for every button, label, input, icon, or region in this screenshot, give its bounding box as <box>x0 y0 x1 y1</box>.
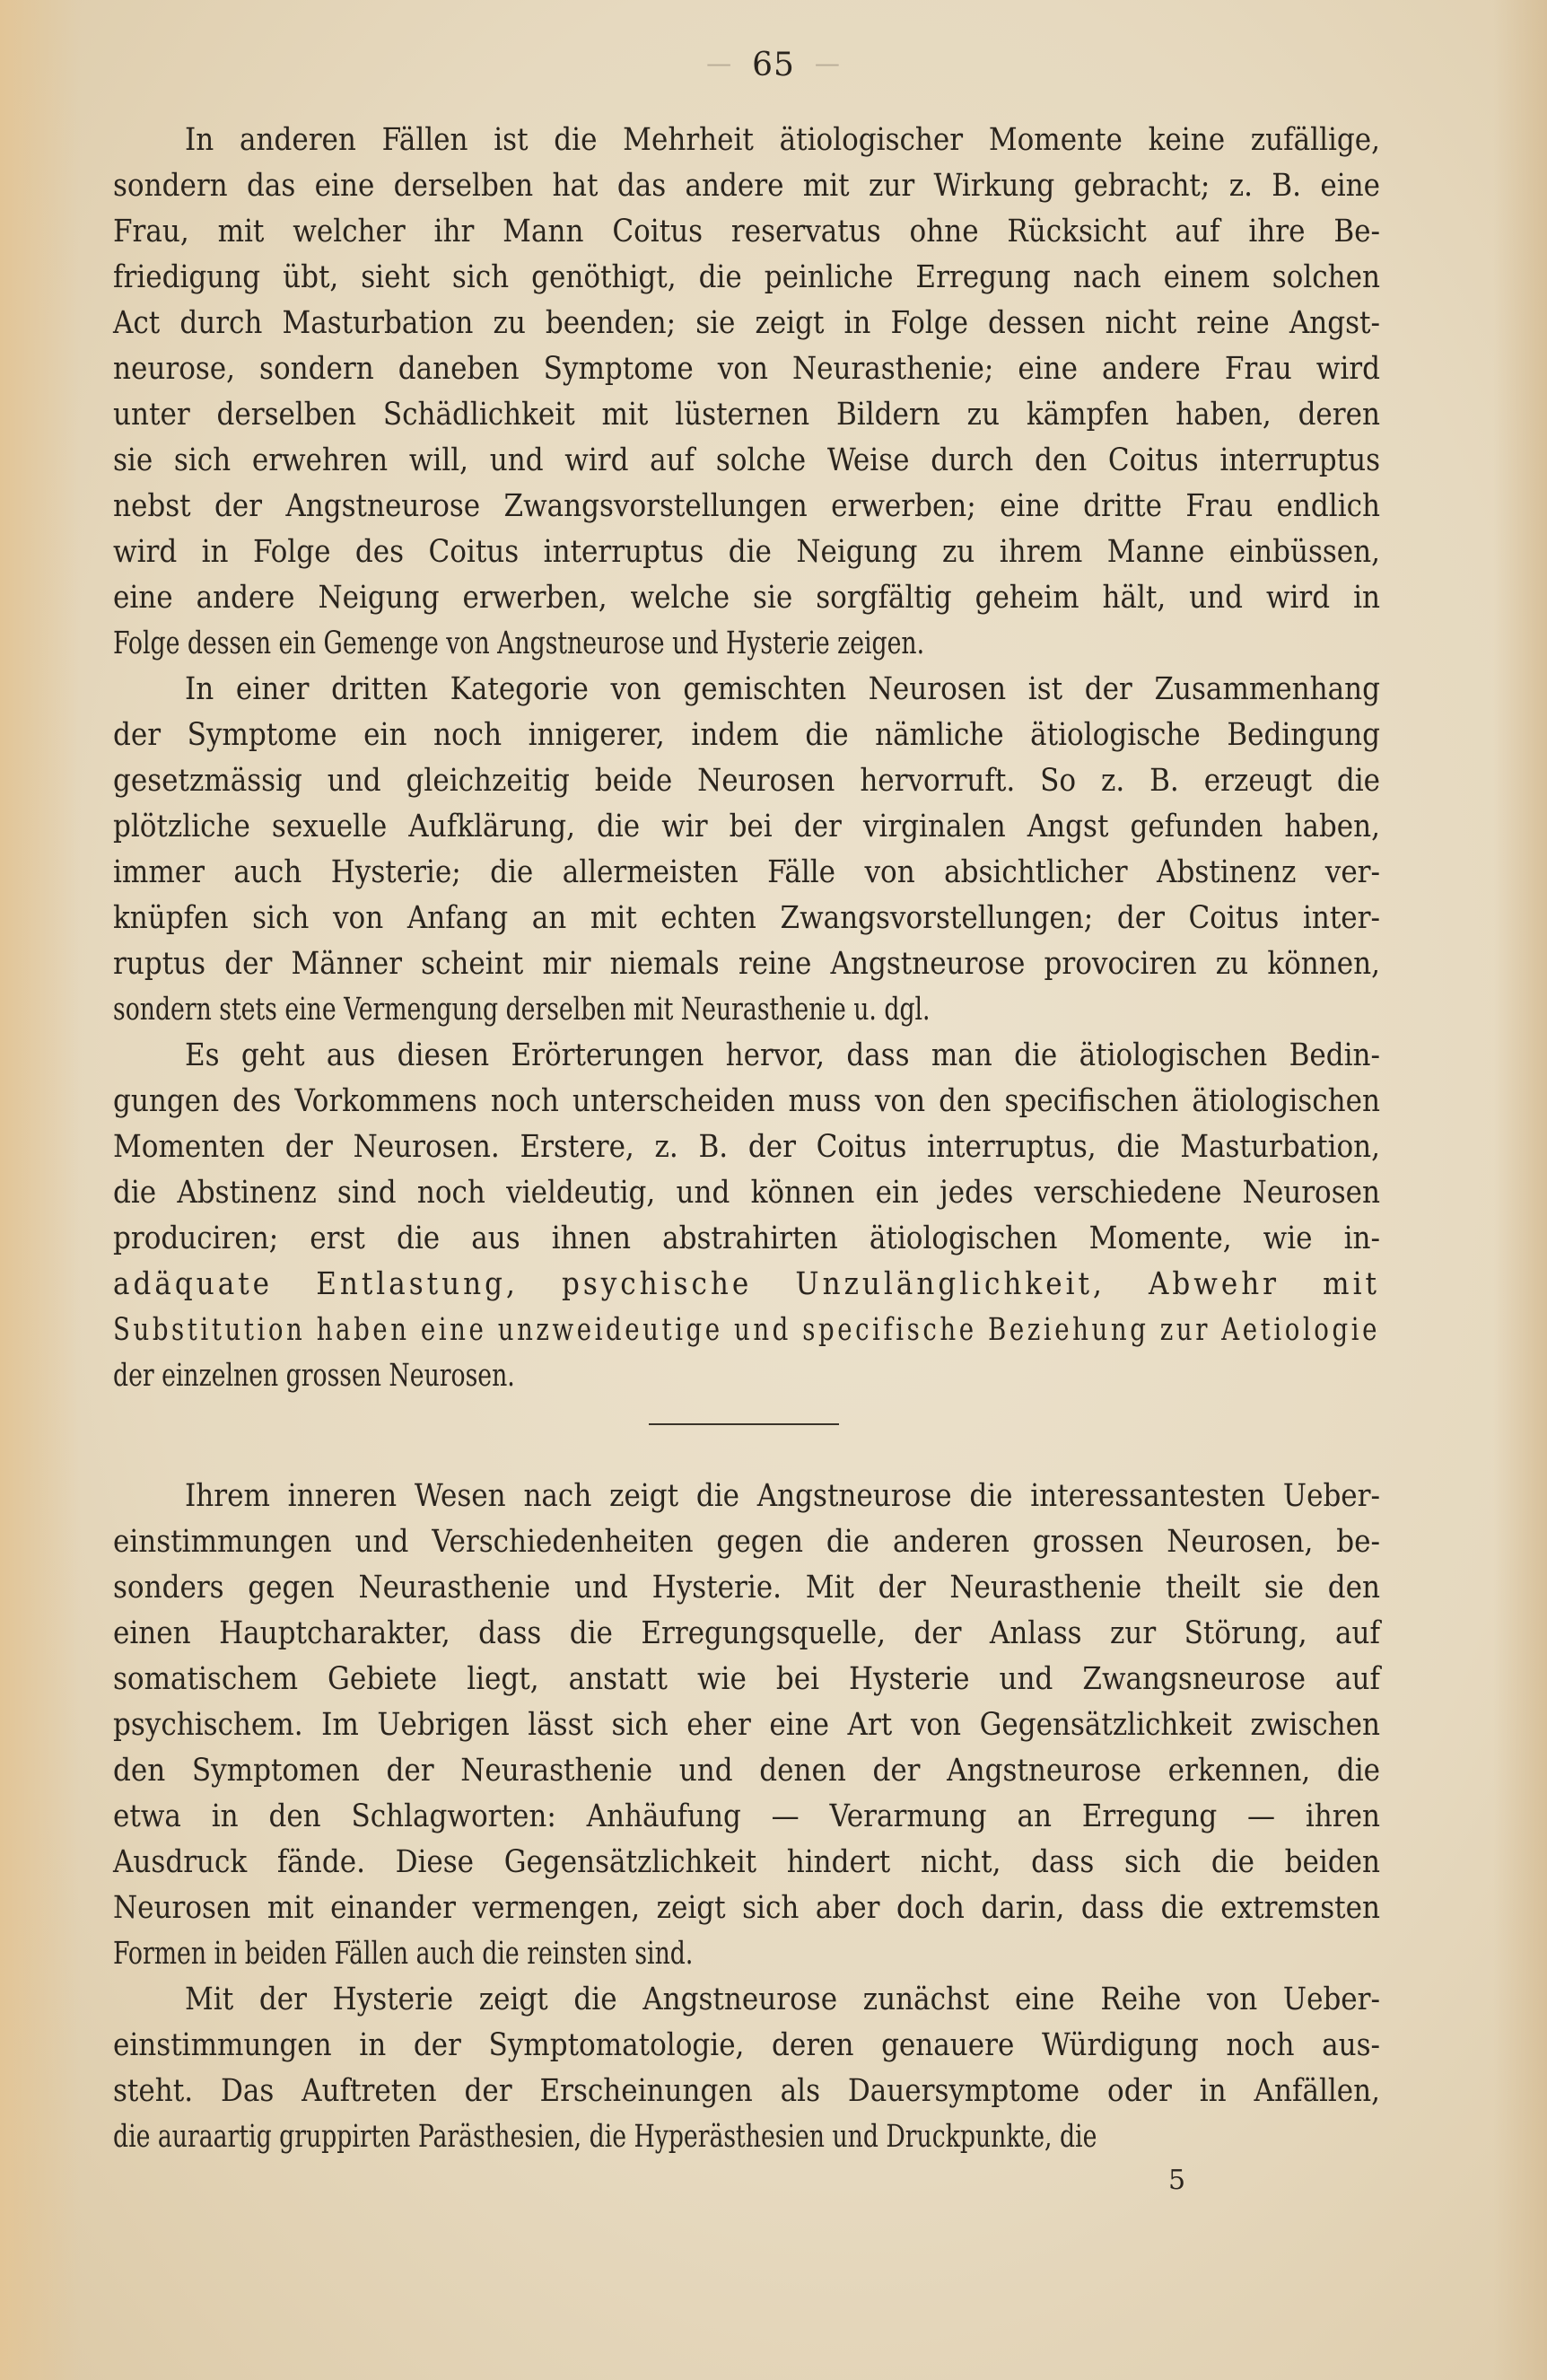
text-line: einstimmungen in der Symptomatologie, deren genauere Würdigung noch aus- <box>113 2027 1380 2063</box>
text-line: die Abstinenz sind noch vieldeutig, und können ein jedes verschiedene Neurosen <box>113 1175 1380 1211</box>
text-line: Mit der Hysterie zeigt die Angstneurose zunächst eine Reihe von Ueber- <box>185 1982 1380 2017</box>
paragraph <box>113 667 1380 1033</box>
paragraph <box>113 118 1380 667</box>
body-text-section-b <box>113 1474 1380 2160</box>
page-edge-shadow-left <box>0 0 81 2380</box>
text-line: neurose, sondern daneben Symptome von Neurasthenie; eine andere Frau wird <box>113 351 1380 387</box>
text-line: psychischem. Im Uebrigen lässt sich eher eine Art von Gegensätzlichkeit zwischen <box>113 1707 1380 1743</box>
text-line: immer auch Hysterie; die allermeisten Fälle von absichtlicher Abstinenz ver- <box>113 854 1380 890</box>
text-line: ruptus der Männer scheint mir niemals reine Angstneurose provociren zu können, <box>113 946 1380 982</box>
text-line: sie sich erwehren will, und wird auf solche Weise durch den Coitus interruptus <box>113 442 1380 478</box>
text-line: In anderen Fällen ist die Mehrheit ätiologischer Momente keine zufällige, <box>185 122 1380 158</box>
text-line: Ausdruck fände. Diese Gegensätzlichkeit hindert nicht, dass sich die beiden <box>113 1844 1380 1880</box>
text-line: In einer dritten Kategorie von gemischten Neurosen ist der Zusammenhang <box>185 671 1380 707</box>
text-line: wird in Folge des Coitus interruptus die Neigung zu ihrem Manne einbüssen, <box>113 534 1380 570</box>
text-line: gungen des Vorkommens noch unterscheiden muss von den specifischen ätiologischen <box>113 1083 1380 1119</box>
section-divider-rule <box>649 1423 839 1425</box>
text-line: einstimmungen und Verschiedenheiten gegen die anderen grossen Neurosen, be- <box>113 1524 1380 1560</box>
text-line: Momenten der Neurosen. Erstere, z. B. der Coitus interruptus, die Masturbation, <box>113 1129 1380 1165</box>
text-line: die auraartig gruppirten Parästhesien, die Hyperästhesien und Druckpunkte, die <box>113 2119 1097 2155</box>
text-line: sondern stets eine Vermengung derselben mit Neurasthenie u. dgl. <box>113 992 931 1028</box>
text-line: produciren; erst die aus ihnen abstrahirten ätiologischen Momente, wie in- <box>113 1221 1380 1256</box>
text-line: steht. Das Auftreten der Erscheinungen als Dauersymptome oder in Anfällen, <box>113 2073 1380 2109</box>
text-line: etwa in den Schlagworten: Anhäufung — Verarmung an Erregung — ihren <box>113 1798 1380 1834</box>
text-line: Frau, mit welcher ihr Mann Coitus reservatus ohne Rücksicht auf ihre Be- <box>113 214 1380 249</box>
text-line: gesetzmässig und gleichzeitig beide Neurosen hervorruft. So z. B. erzeugt die <box>113 763 1380 799</box>
page-number-dash-right: — <box>814 48 841 78</box>
text-line: plötzliche sexuelle Aufklärung, die wir bei der virginalen Angst gefunden haben, <box>113 809 1380 844</box>
text-line: Folge dessen ein Gemenge von Angstneurose und Hysterie zeigen. <box>113 626 925 661</box>
text-line: der Symptome ein noch innigerer, indem die nämliche ätiologische Bedingung <box>113 717 1380 753</box>
text-line: sonders gegen Neurasthenie und Hysterie. Mit der Neurasthenie theilt sie den <box>113 1570 1380 1606</box>
text-line: Act durch Masturbation zu beenden; sie zeigt in Folge dessen nicht reine Angst- <box>113 305 1380 341</box>
paragraph <box>113 1977 1380 2160</box>
text-line: somatischem Gebiete liegt, anstatt wie bei Hysterie und Zwangsneurose auf <box>113 1661 1380 1697</box>
page-edge-shadow-right <box>1493 0 1547 2380</box>
text-line: einen Hauptcharakter, dass die Erregungsquelle, der Anlass zur Störung, auf <box>113 1615 1380 1651</box>
text-line: Ihrem inneren Wesen nach zeigt die Angstneurose die interessantesten Ueber- <box>185 1478 1380 1514</box>
text-line: eine andere Neigung erwerben, welche sie sorgfältig geheim hält, und wird in <box>113 580 1380 616</box>
text-line: knüpfen sich von Anfang an mit echten Zwangsvorstellungen; der Coitus inter- <box>113 900 1380 936</box>
paragraph <box>113 1033 1380 1399</box>
paragraph <box>113 1474 1380 1977</box>
page-number: 65 <box>752 47 795 83</box>
page-number-header <box>0 47 1547 83</box>
text-line: Neurosen mit einander vermengen, zeigt sich aber doch darin, dass die extremsten <box>113 1890 1380 1926</box>
text-line: der einzelnen grossen Neurosen. <box>113 1358 515 1394</box>
text-line: friedigung übt, sieht sich genöthigt, die peinliche Erregung nach einem solchen <box>113 259 1380 295</box>
text-line: Es geht aus diesen Erörterungen hervor, dass man die ätiologischen Bedin- <box>185 1037 1380 1073</box>
text-line: adäquate Entlastung, psychische Unzulänglichkeit, Abwehr mit <box>113 1266 1380 1302</box>
text-line: unter derselben Schädlichkeit mit lüsternen Bildern zu kämpfen haben, deren <box>113 397 1380 433</box>
body-text-section-a <box>113 118 1380 1399</box>
text-line: nebst der Angstneurose Zwangsvorstellungen erwerben; eine dritte Frau endlich <box>113 488 1380 524</box>
text-line: sondern das eine derselben hat das andere mit zur Wirkung gebracht; z. B. eine <box>113 168 1380 204</box>
page-number-dash-left: — <box>706 48 733 78</box>
printer-signature-mark: 5 <box>1168 2165 1186 2196</box>
text-line: den Symptomen der Neurasthenie und denen der Angstneurose erkennen, die <box>113 1753 1380 1789</box>
text-line: Formen in beiden Fällen auch die reinsten sind. <box>113 1936 694 1972</box>
text-line: Substitution haben eine unzweideutige und specifische Beziehung zur Aetiologie <box>113 1312 1381 1348</box>
